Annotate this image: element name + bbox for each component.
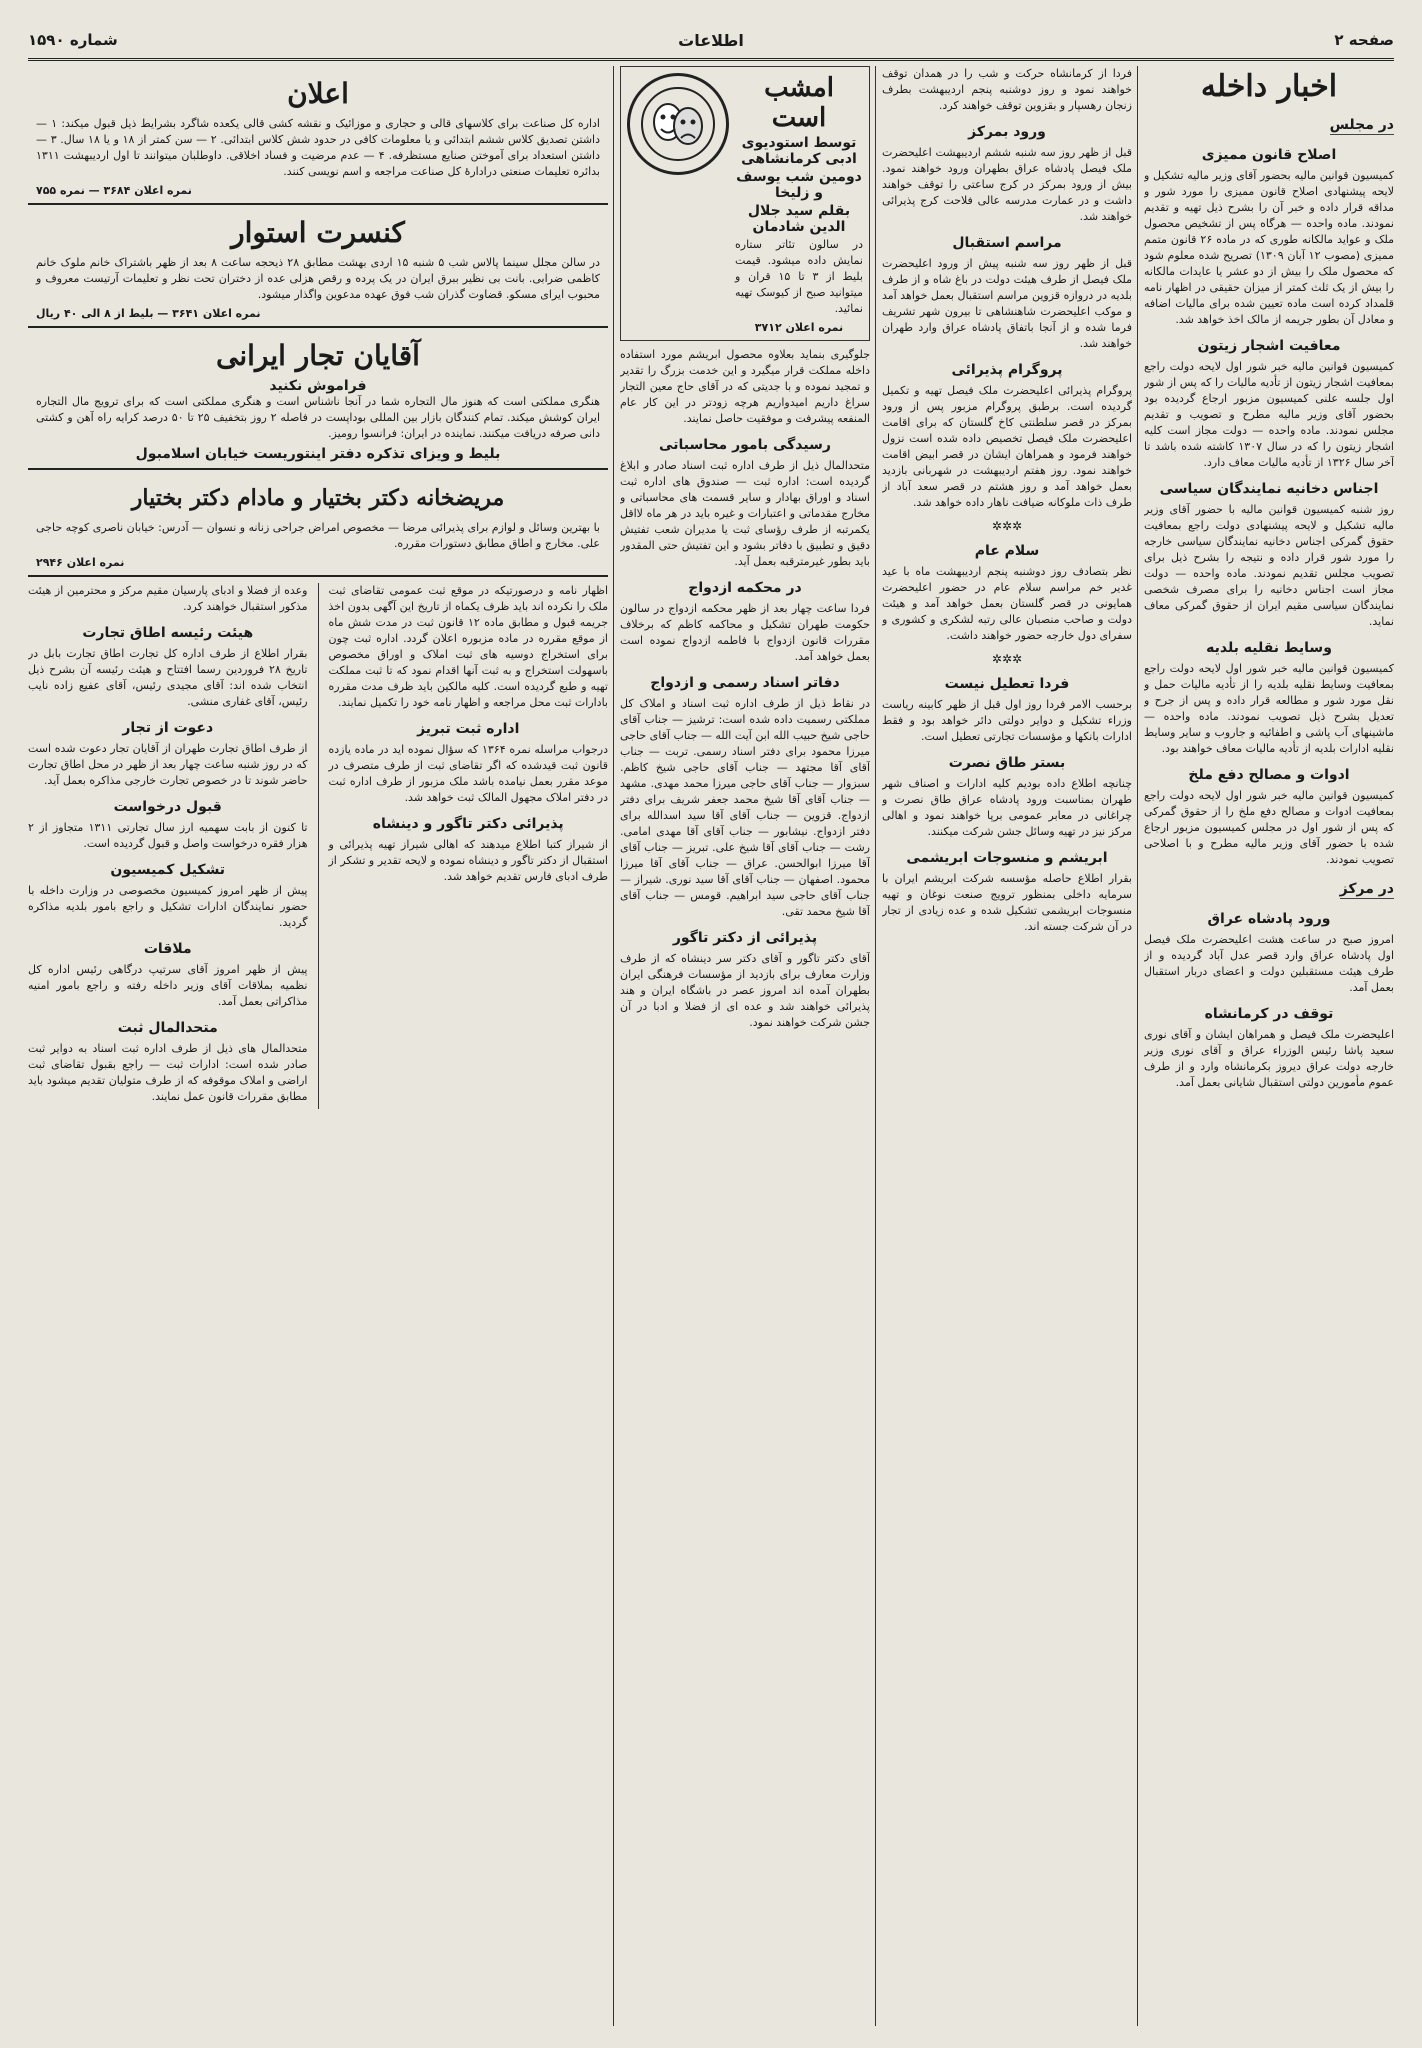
article-title: وسایط نقلیه بلدیه — [1206, 640, 1332, 656]
theater-ad-author: بقلم سید جلال الدین شادمان — [747, 203, 851, 235]
article-body: بقرار اطلاع حاصله مؤسسه شرکت ابریشم ایران با سرمایه داخلی بمنظور ترویج صنعت نوغان و تهیه منسوجات ابریشمی تشکیل شده و عده زیادی از تجار در آن شرکت جسته اند. — [882, 872, 1132, 933]
article-body: قبل از ظهر روز سه شنبه ششم اردیبهشت اعلیحضرت ملک فیصل پادشاه عراق بطهران ورود خواهند نمود. بیش از ورود بمرکز در کرج ساعتی را توقف خواهند داشت و در عمارت مدرسه عالی فلاحت کرج پذیرائی خواهند شد. — [882, 146, 1132, 223]
article-title: اداره ثبت تبریز — [417, 721, 520, 737]
article — [620, 435, 870, 570]
article — [1144, 909, 1394, 996]
theater-ad-body: در سالون تئاتر ستاره نمایش داده میشود. قیمت بلیط از ۳ تا ۱۵ قران و میتوانید صبح از کیوسک تهیه نمائید. — [735, 238, 863, 315]
article-body: کمیسیون قوانین مالیه خبر شور اول لایحه دولت راجع بمعافیت وسایط نقلیه بلدیه را از تأدیه مالیات حمل و نقل مورد شور و مطالعه قرار داده و پس از جرح و تعدیل بشرح ذیل تصویب نمودند. ماده واحده — ماشینهای آب پاشی و اطفائیه و جاروب و سایر وسایط نقلیه ادارات بلدیه از تأدیه مالیات معاف خواهند بود. — [1144, 662, 1394, 755]
article-body: درجواب مراسله نمره ۱۳۶۴ که سؤال نموده اید در ماده یازده قانون ثبت قیدشده که اگر تقاضای ثبت از طرف متصرف در موعد مقرر بعمل نیامده باشد ملک مزبور از طرف اداره ثبت در دفتر املاک مجهول المالک ثبت خواهد شد. — [328, 743, 608, 804]
ad-number: نمره اعلان ۳۶۴۱ — بلیط از ۸ الی ۴۰ ریال — [36, 307, 261, 320]
newspaper-page — [28, 22, 1394, 2026]
divider-stars: ✲✲✲ — [991, 519, 1023, 533]
article-title: بستر طاق نصرت — [948, 755, 1066, 771]
ad-merchants — [28, 328, 608, 470]
article — [882, 122, 1132, 225]
ad-title: آقایان تجار ایرانی — [216, 339, 420, 372]
article — [882, 848, 1132, 935]
article-title: اجناس دخانیه نمایندگان سیاسی — [1159, 481, 1379, 497]
column-news-3 — [620, 66, 870, 2026]
article-title: دعوت از تجار — [122, 720, 214, 736]
article-body: پیش از ظهر امروز آقای سرتیپ درگاهی رئیس اداره کل نظمیه بملاقات آقای وزیر داخله رفته و راجع بامور امنیه مذاکراتی بعمل آمد. — [28, 963, 308, 1008]
ad-industry-school — [28, 66, 608, 205]
ad-number: نمره اعلان ۲۹۴۶ — [36, 556, 125, 569]
article-body: روز شنبه کمیسیون قوانین مالیه با حضور آقای وزیر مالیه تشکیل و لایحه پیشنهادی دولت راجع بمعافیت حقوق گمرکی اجناس دخانیه نمایندگان سیاسی خارجه را مورد شور قرار داده و نتیجه را بشرح ذیل برای تصویب مجلس تقدیم نمودند. ماده واحده — دولت مجاز است اجناس دخانیه را برای مصرف شخصی نمایندگان سیاسی مقیم ایران از حقوق گمرکی معاف نماید. — [1144, 503, 1394, 628]
article-title: ورود پادشاه عراق — [1207, 911, 1331, 927]
article — [882, 674, 1132, 745]
article — [620, 928, 870, 1031]
article-body: کمیسیون قوانین مالیه خبر شور اول لایحه دولت راجع بمعافیت اشجار زیتون از تأدیه مالیات را که پس از شور اول جلسه علنی کمیسیون مزبور ارجاع گردیده بود بحضور آقای وزیر مالیه مطرح و تصویب و تقدیم مجلس نمودند. ماده واحده — دولت مجاز است کلیه اشجار زیتون را که در سال ۱۳۰۷ کاشته شده باشد تا آخر سال ۱۳۲۶ از تأدیه مالیات معاف دارد. — [1144, 360, 1394, 469]
article-title: هیئت رئیسه اطاق تجارت — [82, 625, 254, 641]
column-rule — [613, 66, 614, 2026]
article-title: پروگرام پذیرائی — [951, 362, 1063, 378]
article-body: فردا ساعت چهار بعد از ظهر محکمه ازدواج در سالون حکومت طهران تشکیل و محاکمه کاظم که برخلاف مقررات قانون ازدواج با فاطمه ازدواج نموده است بعمل خواهد آمد. — [620, 602, 870, 663]
article-title: متحدالمال ثبت — [117, 1020, 218, 1036]
ad-concert — [28, 205, 608, 328]
page-number: صفحه ۲ — [1334, 31, 1394, 49]
article-body: برحسب الامر فردا روز اول قبل از ظهر کابینه ریاست وزراء تشکیل و دوایر دولتی دائر خواهد بود و فقط ادارات بانکها و مؤسسات تجارتی تعطیل است. — [882, 698, 1132, 743]
article-body: تا کنون از بابت سهمیه ارز سال تجارتی ۱۳۱۱ متجاوز از ۲ هزار فقره درخواست واصل و قبول گردیده است. — [28, 821, 308, 850]
article-body: از شیراز کتبا اطلاع میدهند که اهالی شیراز تهیه پذیرائی و استقبال از دکتر تاگور و دینشاه نموده و لایحه تقدیر و تشکر از طرف ادبای فارس تقدیم خواهد شد. — [328, 838, 608, 883]
article — [620, 673, 870, 920]
article-title: اصلاح قانون ممیزی — [1201, 147, 1337, 163]
article-title: ورود بمرکز — [968, 124, 1046, 140]
ad-subtitle: فراموش نکنید — [269, 378, 367, 394]
article-body: چنانچه اطلاع داده بودیم کلیه ادارات و اصناف شهر طهران بمناسبت ورود پادشاه عراق طاق نصرت و چراغانی در معابر عمومی برپا خواهند نمود و اهالی مرکز نیز در تهیه وسائل جشن شرکت میکنند. — [882, 777, 1132, 838]
column-ads — [28, 66, 608, 2026]
article-body: جلوگیری بنماید بعلاوه محصول ابریشم مورد استفاده داخله مملکت قرار میگیرد و این خدمت بزرگ را تقدیر و تمجید نموده و با جدیتی که در آقای حاج معین التجار سراغ داریم امیدواریم هرچه زودتر در این کار عام المنفعه پیشرفت و موفقیت حاصل نمایند. — [620, 348, 870, 425]
article-title: قبول درخواست — [113, 799, 222, 815]
theater-ad — [620, 66, 870, 341]
article-body: بقرار اطلاع از طرف اداره کل تجارت اطاق تجارت بابل در تاریخ ۲۸ فروردین رسما افتتاح و هیئت رئیسه آن بشرح ذیل انتخاب شده اند: آقای مجیدی رئیس، آقای عفیع زاده نایب رئیس، آقای غفاری منشی. — [28, 647, 308, 708]
article-title: رسیدگی بامور محاسباتی — [659, 437, 831, 453]
paper-name: اطلاعات — [678, 30, 744, 50]
column-rule — [318, 583, 319, 1109]
article-title: دفاتر اسناد رسمی و ازدواج — [650, 675, 840, 691]
ad-body: در سالن مجلل سینما پالاس شب ۵ شنبه ۱۵ اردی بهشت مطابق ۲۸ ذیحجه ساعت ۸ بعد از ظهر باشتراک خانم ملوک خانم کاظمی ضرابی. بانت بی نظیر ببرق ایران در یک پرده و رقص هزلی عده از دختران تحت نظر و تعلیمات آرتیست معروف و محبوب ایرای مسکو. قضاوت گذران شب فوق عهده مدعوین واگذار میشود. — [36, 256, 600, 301]
article — [882, 753, 1132, 840]
subsection-label: در مجلس — [1329, 117, 1394, 133]
ad-body: اداره کل صناعت برای کلاسهای قالی و حجاری و موزائیک و نقشه کشی قالی یکعده شاگرد بشرایط ذیل قبول میکند: ۱ — داشتن تصدیق کلاس ششم ابتدائی و یا معلومات کافی در حدود شش کلاس ابتدائی. ۲ — سن کمتر از ۱۸ و یا ۱۸ سال. ۳ — داشتن استعداد برای آموختن صنایع مستظرفه. ۴ — عدم مرضیت و فساد اخلاقی. داوطلبان میتوانند تا اول اردیبهشت ۱۳۱۱ بدائره تعلیمات صنعتی درادارهٔ کل صناعت مراجعه و اسم نویسی کنند. — [36, 117, 601, 178]
theater-masks-icon — [627, 73, 729, 175]
lower-column-right — [329, 583, 609, 1109]
article-title: توقف در کرمانشاه — [1204, 1006, 1334, 1022]
article-body: نظر بتصادف روز دوشنبه پنجم اردیبهشت ماه با عید غدیر خم مراسم سلام عام در حضور اعلیحضرت همایونی در قصر گلستان بعمل خواهد آمد و هیئت دولت و صاحب منصبان عالی رتبه لشکری و کشوری و سفرای دول خارجه حضور خواهند داشت. — [882, 565, 1132, 642]
article-body: متحدالمال ذیل از طرف اداره ثبت اسناد صادر و ابلاغ گردیده است: اداره ثبت — صندوق های اداره ثبت اسناد و اوراق بهادار و سایر قسمت های محاسباتی و مخارج مقدماتی و اعتبارات و غیره باید در هر ماه لااقل یکمرتبه از طرف رؤسای ثبت یا مدیران شعب تفتیش دقیق و تطبیق با دفاتر بشود و این تفتیش حتی المقدور باید بطور غیرمترقبه بعمل آید. — [620, 459, 870, 568]
ad-number: نمره اعلان ۳۶۸۴ — نمره ۷۵۵ — [36, 184, 192, 197]
theater-ad-text — [735, 73, 863, 334]
article — [1144, 145, 1394, 328]
ad-title: اعلان — [287, 77, 349, 110]
article — [1144, 336, 1394, 471]
ad-title: کنسرت استوار — [231, 216, 405, 249]
article — [1144, 479, 1394, 630]
article-title: پذیرائی از دکتر تاگور — [672, 930, 818, 946]
article-title: ملاقات — [143, 941, 192, 957]
lower-columns — [28, 583, 608, 1109]
article-body: کمیسیون قوانین مالیه بحضور آقای وزیر مالیه تشکیل و لایحه پیشنهادی اصلاح قانون ممیزی را مورد شور و مداقه قرار داده و خبر آن را بشرح ذیل تهیه و تقدیم نمودند. ماده واحده — هرگاه پس از تشخیص محصول ملک و عواید مالکانه طوری که در ماده ۲۶ قانون متمم ممیزی (مصوب ۱۲ آبان ۱۳۰۹) تصریح شده معلوم شود که محصول ملک را بیش از دو عشر یا عایدات مالکانه را بیش از یک ثلث کمتر از میزان حقیقی در اظهار نامه قلمداد کرده است ماده تعیین شده برای مالیات اضافه و معادل آن بطور جریمه از مالک اخذ خواهد شد. — [1144, 169, 1394, 326]
article — [620, 578, 870, 665]
ad-body: هنگری مملکتی است که هنوز مال التجاره شما در آنجا ناشناس است و هنگری مملکتی است که برای ترویج مال التجاره ایران کوشش میکند. تمام کنندگان بازار بین المللی بوداپست در فاصله ۲ روز بتخفیف ۲۵ تا ۵۰ درصد کرایه راه آهن و کشتی دانی صرفه دریافت میکنند. نماینده در ایران: فرانسوا رومیز. — [36, 395, 600, 440]
article-body: در نقاط ذیل از طرف اداره ثبت اسناد و املاک کل مملکتی رسمیت داده شده است: ترشیز — جناب آقای حاجی شیخ حبیب الله ابن آیت الله — جناب آقای حاجی میرزا محمود برای دفتر اسناد رسمی. تربت — جناب آقای آقا مجتهد — جناب آقای حاجی شیخ کاظم. سبزوار — جناب آقای حاجی میرزا محمد مهدی. مشهد — جناب آقای آقا شیخ محمد جعفر شریف برای دفتر ازدواج. قزوین — جناب آقای آقا سید اسدالله برای دفتر ازدواج. نیشابور — جناب آقای آقا مهدی امامی. رشت — جناب آقای آقا شیخ علی. تبریز — جناب آقای آقا میرزا ابوالحسن. عراق — جناب آقای آقا میرزا محمود. اصفهان — جناب آقای آقا سید نوری. شیراز — جناب آقای حاجی سید ابراهیم. قومس — جناب آقای آقا شیخ محمد تقی. — [620, 697, 870, 918]
article-body: پیش از ظهر امروز کمیسیون مخصوصی در وزارت داخله با حضور نمایندگان ادارات تشکیل و راجع بامور بلدیه مذاکره گردید. — [28, 884, 308, 929]
article-title: در محکمه ازدواج — [688, 580, 802, 596]
issue-number: شماره ۱۵۹۰ — [28, 31, 118, 49]
article-body: وعده از فضلا و ادبای پارسیان مقیم مرکز و محترمین از هیئت مذکور استقبال خواهند کرد. — [28, 584, 308, 613]
ad-title: مریضخانه دکتر بختیار و مادام دکتر بختیار — [131, 485, 505, 511]
article-title: ادوات و مصالح دفع ملخ — [1188, 767, 1350, 783]
article-body: پروگرام پذیرائی اعلیحضرت ملک فیصل تهیه و تکمیل گردیده است. برطبق پروگرام مزبور پس از ورود بمرکز در قصر سلطنتی کاخ گلستان که برای اقامت اعلیحضرت ملک فیصل تخصیص داده شده است نزول خواهند فرمود و همراهان ایشان در قصر ابیض اقامت خواهند نمود. روز هفتم اردیبهشت در شهربانی بازدید بعمل خواهد آمد و روز هشتم در قصر سعد آباد از طرف ذات ملوکانه ضیافت ناهار داده خواهد شد. — [882, 384, 1132, 509]
theater-ad-play: دومین شب یوسف و زلیخا — [736, 169, 862, 201]
article-body: امروز صبح در ساعت هشت اعلیحضرت ملک فیصل اول پادشاه عراق وارد قصر عدل آباد گردیده و از طرف هیئت مستقبلین دولت و اعضای دربار استقبال بعمل آمد. — [1144, 933, 1394, 994]
article-body: اعلیحضرت ملک فیصل و همراهان ایشان و آقای نوری سعید پاشا رئیس الوزراء عراق و آقای نوری وزیر خارجه دولت عراق دیروز بکرمانشاه وارد و از طرف عموم مأمورین دولتی استقبال شایانی بعمل آمد. — [1144, 1028, 1394, 1089]
article-title: معافیت اشجار زیتون — [1197, 338, 1341, 354]
section-title: اخبار داخله — [1200, 69, 1338, 104]
article-title: ابریشم و منسوجات ابریشمی — [906, 850, 1108, 866]
column-news-2 — [882, 66, 1132, 2026]
column-domestic-news — [1144, 66, 1394, 2026]
article-body: از طرف اطاق تجارت طهران از آقایان تجار دعوت شده است که در روز شنبه ساعت چهار بعد از ظهر در محل اطاق تجارت حاضر شوند تا در خصوص تجارت خارجی مذاکره بعمل آید. — [28, 742, 308, 787]
article-title: سلام عام — [974, 543, 1040, 559]
lower-column-left — [28, 583, 308, 1109]
article — [882, 233, 1132, 352]
article — [1144, 638, 1394, 757]
article-body: متحدالمال های ذیل از طرف اداره ثبت اسناد به دوایر ثبت صادر شده است: ادارات ثبت — راجع بقبول تقاضای ثبت اراضی و املاک موقوفه که از طرف متولیان تقدیم میشود باید مطابق مقررات قانون عمل نمایند. — [28, 1042, 308, 1103]
article-body: آقای دکتر تاگور و آقای دکتر سر دینشاه که از طرف وزارت معارف برای بازدید از مؤسسات فرهنگی ایران بطهران آمده اند امروز عصر در باشگاه ایران و هند پذیرائی خواهند شد و عده ای از فضلا و ادبا در آن جشن شرکت خواهند نمود. — [620, 952, 870, 1029]
article-title: فردا تعطیل نیست — [944, 676, 1070, 692]
article — [1144, 1004, 1394, 1091]
column-rule — [875, 66, 876, 2026]
subsection-label: در مرکز — [1339, 881, 1394, 897]
ad-footer: بلیط و ویزای تذکره دفتر اینتوریست خیابان اسلامبول — [135, 446, 501, 462]
ad-hospital — [28, 470, 608, 577]
article — [1144, 765, 1394, 868]
article — [882, 360, 1132, 511]
theater-ad-sub: توسط استودیوی ادبی کرمانشاهی — [741, 135, 857, 167]
article-title: مراسم استقبال — [952, 235, 1062, 251]
ad-number: نمره اعلان ۳۷۱۲ — [754, 321, 844, 334]
article-body: قبل از ظهر روز سه شنبه پیش از ورود اعلیحضرت ملک فیصل از طرف هیئت دولت در باغ شاه و از طرف بلدیه در دروازه قزوین مراسم استقبال بعمل خواهد آمد و موکب اعلیحضرت شاهنشاهی تا بیرون شهر تشریف فرما شده و از آنجا باتفاق پادشاه عراق وارد طهران خواهند شد. — [882, 257, 1132, 350]
article-title: پذیرائی دکتر تاگور و دینشاه — [372, 816, 564, 832]
article-body: فردا از کرمانشاه حرکت و شب را در همدان توقف خواهند نمود و روز دوشنبه پنجم اردیبهشت بطرف زنجان رهسپار و بقزوین توقف خواهند کرد. — [882, 67, 1132, 112]
ad-body: با بهترین وسائل و لوازم برای پذیرائی مرضا — مخصوص امراض جراحی زنانه و نسوان — آدرس: خیابان ناصری کوچه حاجی علی. مخارج و اطاق مطابق دستورات مقرره. — [36, 521, 600, 550]
article — [882, 541, 1132, 644]
article-body: اظهار نامه و درصورتیکه در موقع ثبت عمومی تقاضای ثبت ملک را نکرده اند باید ظرف یکماه از تاریخ این آگهی بدون اخذ جریمه قبول و مطابق ماده ۱۲ قانون ثبت در مدت شش ماه از موقع مقرره در ماده مزبوره اعلان گردد. اداره ثبت چون برای استخراج دوسیه های ثبت املاک و اوراق مخصوص باسهولت استخراج و به ثبت آنها اقدام نمود که تا ثبت مملکت تهیه و طبع گردیده است. کلیه مالکین باید ظرف مدت مقرره بادارات ثبت محل مراجعه و اظهار نامه خود را تکمیل نمایند. — [328, 584, 608, 709]
theater-ad-title: امشب است — [764, 73, 834, 133]
article-body: کمیسیون قوانین مالیه خبر شور اول لایحه دولت راجع بمعافیت ادوات و مصالح دفع ملخ را از حقوق گمرکی که پس از شور اول در مجلس کمیسیون مزبور ارجاع شده با حضور آقای وزیر مالیه مطرح و با اصلاحی تصویب نمودند. — [1144, 789, 1394, 866]
masthead — [28, 22, 1394, 61]
article-title: تشکیل کمیسیون — [110, 862, 226, 878]
column-rule — [1137, 66, 1138, 2026]
divider-stars: ✲✲✲ — [991, 652, 1023, 666]
